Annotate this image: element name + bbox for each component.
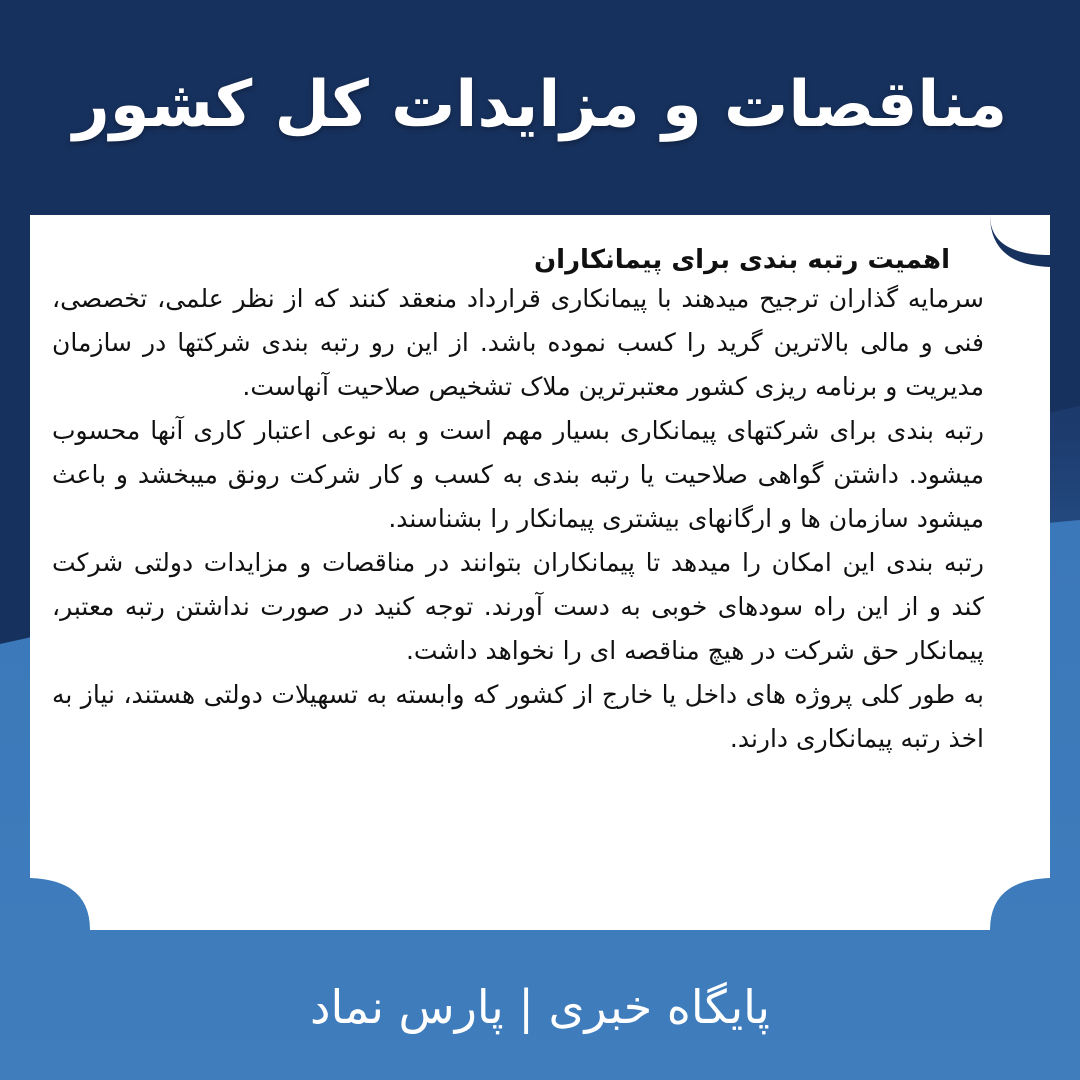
article-body	[52, 245, 984, 761]
page-title: مناقصات و مزایدات کل کشور	[72, 68, 1008, 142]
article-heading: اهمیت رتبه بندی برای پیمانکاران	[533, 245, 950, 275]
article-paragraph: سرمایه گذاران ترجیح میدهند با پیمانکاری قرارداد منعقد کنند که از نظر علمی، تخصصی، فنی و مالی بالاترین گرید را کسب نموده باشد. از این رو رتبه بندی شرکتها در سازمان مدیریت و برنامه ریزی کشور معتبرترین ملاک تشخیص صلاحیت آنهاست.	[52, 284, 984, 401]
article-paragraph: رتبه بندی برای شرکتهای پیمانکاری بسیار مهم است و به نوعی اعتبار کاری آنها محسوب میشود. داشتن گواهی صلاحیت یا رتبه بندی به کسب و کار شرکت رونق میبخشد و باعث میشود سازمان ها و ارگانهای بیشتری پیمانکار را بشناسند.	[52, 416, 984, 533]
article-paragraph: به طور کلی پروژه های داخل یا خارج از کشور که وابسته به تسهیلات دولتی هستند، نیاز به اخذ رتبه پیمانکاری دارند.	[52, 680, 984, 753]
footer-brand: پایگاه خبری | پارس نماد	[310, 980, 770, 1034]
article-card	[30, 215, 1050, 930]
article-paragraph: رتبه بندی این امکان را میدهد تا پیمانکاران بتوانند در مناقصات و مزایدات دولتی شرکت کند و از این راه سودهای خوبی به دست آورند. توجه کنید در صورت نداشتن رتبه معتبر، پیمانکار حق شرکت در هیچ مناقصه ای را نخواهد داشت.	[52, 548, 984, 665]
